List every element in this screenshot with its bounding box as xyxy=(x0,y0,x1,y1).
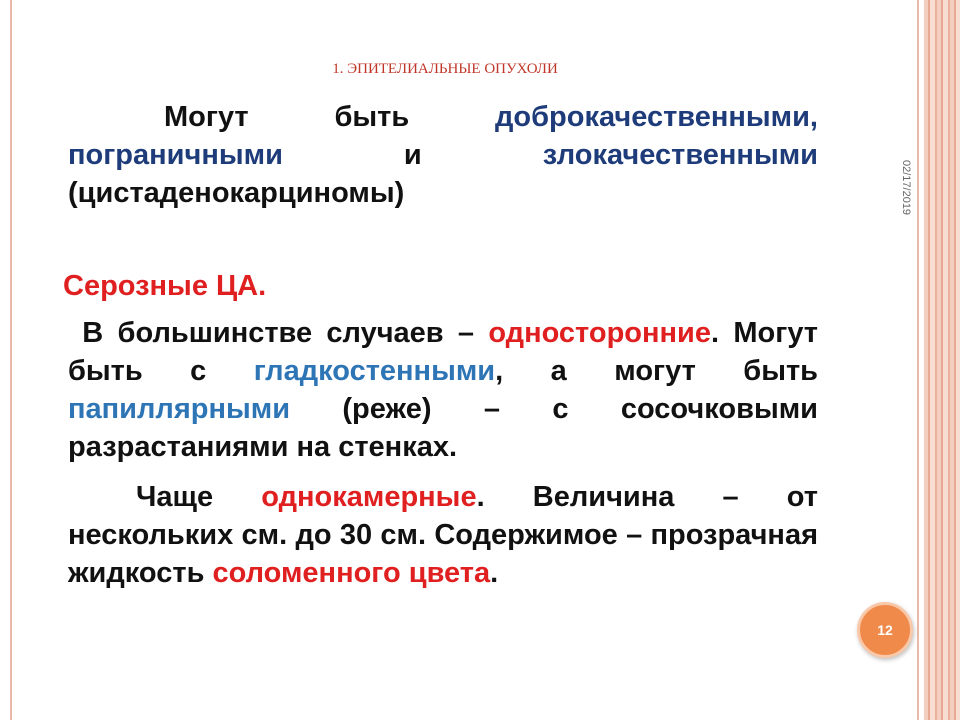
page-number: 12 xyxy=(877,622,893,638)
intro-text-1: Могут быть xyxy=(164,101,495,133)
serous-text-unilateral: односторонние xyxy=(488,317,712,349)
slide-date: 02/17/2019 xyxy=(900,160,912,216)
intro-text-benign: доброкачественными, пограничными xyxy=(68,101,818,171)
serous-text-smooth: гладкостенными xyxy=(253,355,496,387)
paragraph-serous xyxy=(68,314,818,466)
intro-text-5: (цистаденокарциномы) xyxy=(68,177,405,209)
right-border-line xyxy=(917,0,919,720)
serous-text-5: , а могут быть xyxy=(495,355,818,387)
page-number-badge xyxy=(857,602,913,658)
size-text-5: . xyxy=(490,557,499,589)
serous-text-3: . Могут быть с xyxy=(68,317,819,387)
section-heading: Серозные ЦА. xyxy=(63,270,267,302)
size-text-unilocular: однокамерные xyxy=(261,481,477,513)
paragraph-size xyxy=(68,478,818,592)
serous-text-7: (реже) – с сосочковыми разрастаниями на стенках. xyxy=(68,393,818,463)
size-text-1: Чаще xyxy=(136,481,262,513)
serous-text-papillary: папиллярными xyxy=(68,393,291,425)
size-text-3: . Величина – от нескольких см. до 30 см. Содержимое – прозрачная жидкость xyxy=(68,481,818,589)
serous-text-1: В большинстве случаев – xyxy=(82,317,489,349)
intro-text-3: и xyxy=(282,139,543,171)
intro-text-malignant: злокачественными xyxy=(542,139,818,171)
left-border-line xyxy=(10,0,12,720)
decorative-stripes xyxy=(924,0,960,720)
paragraph-intro xyxy=(68,98,818,212)
size-text-straw: соломенного цвета xyxy=(212,557,491,589)
slide-title: 1. ЭПИТЕЛИАЛЬНЫЕ ОПУХОЛИ xyxy=(332,61,558,77)
